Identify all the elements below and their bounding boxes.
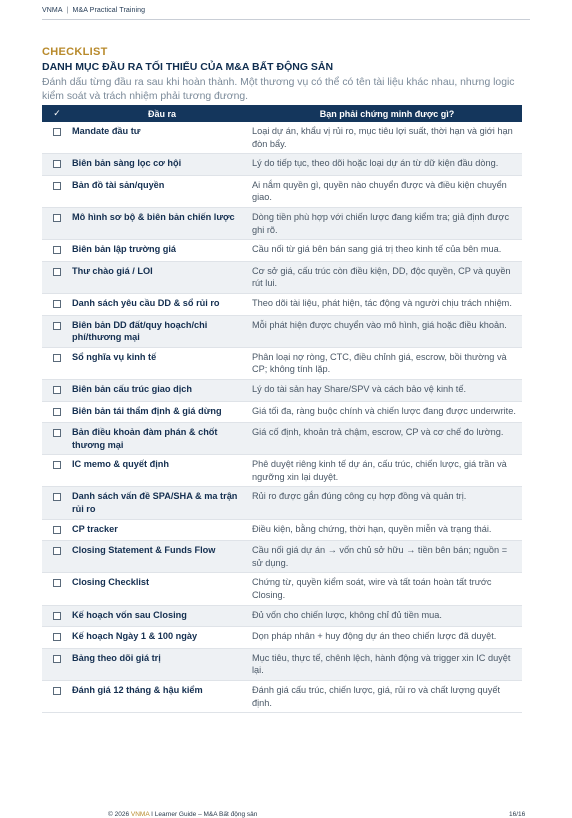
table-row (42, 541, 522, 573)
checkbox-cell (42, 347, 72, 379)
output-cell: Biên bản DD đất/quy hoạch/chi phí/thương mại (72, 315, 252, 347)
footer-credit (108, 811, 257, 818)
checkbox[interactable] (53, 128, 61, 136)
page-title: DANH MỤC ĐẦU RA TỐI THIỂU CỦA M&A BẤT ĐỘNG SẢN (42, 61, 334, 73)
table-row (42, 240, 522, 262)
checkbox-cell (42, 681, 72, 713)
checkbox[interactable] (53, 526, 61, 534)
checkbox-cell (42, 175, 72, 207)
checkbox[interactable] (53, 612, 61, 620)
running-header (42, 7, 530, 20)
proof-cell: Phân loại nợ ròng, CTC, điều chỉnh giá, escrow, bồi thường và CP; không tính lặp. (252, 347, 522, 379)
checkbox-cell (42, 519, 72, 541)
table-row (42, 261, 522, 293)
checkbox[interactable] (53, 461, 61, 469)
checkbox[interactable] (53, 633, 61, 641)
output-cell: Danh sách yêu cầu DD & sổ rủi ro (72, 293, 252, 315)
checkbox[interactable] (53, 182, 61, 190)
checkbox[interactable] (53, 687, 61, 695)
header-course: M&A Practical Training (72, 7, 146, 14)
checkbox-cell (42, 207, 72, 239)
proof-cell: Ai nắm quyền gì, quyền nào chuyển được và điều kiện chuyển giao. (252, 175, 522, 207)
table-row (42, 154, 522, 176)
table-row (42, 401, 522, 423)
page-number: 16/16 (509, 811, 526, 818)
table-row (42, 605, 522, 627)
proof-cell: Giá cố định, khoản trả chậm, escrow, CP và cơ chế đo lường. (252, 423, 522, 455)
header-org: VNMA (42, 7, 63, 14)
proof-cell: Loại dự án, khẩu vị rủi ro, mục tiêu lợi suất, thời hạn và giới hạn đòn bẩy. (252, 122, 522, 154)
proof-column-header: Bạn phải chứng minh được gì? (252, 105, 522, 122)
output-cell: Bản đồ tài sản/quyền (72, 175, 252, 207)
checkbox[interactable] (53, 579, 61, 587)
proof-cell: Chứng từ, quyền kiểm soát, wire và tất toán hoàn tất trước Closing. (252, 573, 522, 605)
table-row (42, 379, 522, 401)
checkbox-cell (42, 648, 72, 680)
table-row (42, 293, 522, 315)
checkbox[interactable] (53, 214, 61, 222)
output-cell: Danh sách vấn đề SPA/SHA & ma trận rủi ro (72, 487, 252, 519)
proof-cell: Cơ sở giá, cấu trúc còn điều kiện, DD, độc quyền, CP và quyền rút lui. (252, 261, 522, 293)
table-row (42, 681, 522, 713)
proof-cell: Cầu nối giá dự án → vốn chủ sở hữu → tiền bên bán; nguồn = sử dụng. (252, 541, 522, 573)
output-cell: Thư chào giá / LOI (72, 261, 252, 293)
proof-cell: Theo dõi tài liệu, phát hiện, tác động và người chịu trách nhiệm. (252, 293, 522, 315)
footer-copyright: © 2026 (108, 811, 130, 818)
checkbox[interactable] (53, 354, 61, 362)
output-cell: Mô hình sơ bộ & biên bản chiến lược (72, 207, 252, 239)
table-row (42, 315, 522, 347)
proof-cell: Cầu nối từ giá bên bán sang giá trị theo kinh tế của bên mua. (252, 240, 522, 262)
proof-cell: Đủ vốn cho chiến lược, không chỉ đủ tiền mua. (252, 605, 522, 627)
checkbox[interactable] (53, 547, 61, 555)
footer-brand: VNMA (130, 811, 150, 818)
output-cell: Kế hoạch Ngày 1 & 100 ngày (72, 627, 252, 649)
checkbox[interactable] (53, 300, 61, 308)
proof-cell: Phê duyệt riêng kinh tế dự án, cấu trúc, chiến lược, giá trần và ngưỡng xin lại duyệt. (252, 455, 522, 487)
checkbox[interactable] (53, 268, 61, 276)
checkbox-cell (42, 154, 72, 176)
output-cell: Biên bản sàng lọc cơ hội (72, 154, 252, 176)
output-cell: Sổ nghĩa vụ kinh tế (72, 347, 252, 379)
checkbox-cell (42, 401, 72, 423)
checkbox-cell (42, 293, 72, 315)
table-row (42, 347, 522, 379)
proof-cell: Mỗi phát hiện được chuyển vào mô hình, giá hoặc điều khoản. (252, 315, 522, 347)
output-cell: Bảng theo dõi giá trị (72, 648, 252, 680)
checkbox-cell (42, 122, 72, 154)
table-row (42, 423, 522, 455)
proof-cell: Dòng tiền phù hợp với chiến lược đang kiểm tra; giả định được ghi rõ. (252, 207, 522, 239)
checkbox[interactable] (53, 386, 61, 394)
output-cell: Biên bản tái thẩm định & giá dừng (72, 401, 252, 423)
checkbox-cell (42, 455, 72, 487)
checkbox[interactable] (53, 429, 61, 437)
proof-cell: Lý do tiếp tục, theo dõi hoặc loại dự án từ dữ kiện đầu dòng. (252, 154, 522, 176)
table-row (42, 648, 522, 680)
checkbox[interactable] (53, 246, 61, 254)
checkbox-cell (42, 605, 72, 627)
checkbox[interactable] (53, 322, 61, 330)
checkbox-cell (42, 627, 72, 649)
checkbox-cell (42, 240, 72, 262)
output-cell: Biên bản lập trường giá (72, 240, 252, 262)
output-column-header: Đầu ra (72, 105, 252, 122)
output-cell: Closing Statement & Funds Flow (72, 541, 252, 573)
checklist-table (42, 105, 522, 713)
footer-guide: I Learner Guide – M&A Bất động sản (151, 811, 258, 818)
output-cell: Kế hoạch vốn sau Closing (72, 605, 252, 627)
proof-cell: Lý do tài sản hay Share/SPV và cách bảo vệ kinh tế. (252, 379, 522, 401)
table-row (42, 122, 522, 154)
checklist-rows (42, 122, 522, 713)
checkbox-cell (42, 379, 72, 401)
checkbox-cell (42, 487, 72, 519)
checkbox-cell (42, 573, 72, 605)
checkbox[interactable] (53, 408, 61, 416)
table-row (42, 455, 522, 487)
proof-cell: Dọn pháp nhân + huy động dự án theo chiến lược đã duyệt. (252, 627, 522, 649)
table-row (42, 175, 522, 207)
proof-cell: Mục tiêu, thực tế, chênh lệch, hành động và trigger xin IC duyệt lại. (252, 648, 522, 680)
proof-cell: Rủi ro được gắn đúng công cụ hợp đồng và quản trị. (252, 487, 522, 519)
table-row (42, 207, 522, 239)
output-cell: Biên bản cấu trúc giao dịch (72, 379, 252, 401)
checkbox-cell (42, 261, 72, 293)
table-header-row (42, 105, 522, 122)
table-row (42, 487, 522, 519)
output-cell: IC memo & quyết định (72, 455, 252, 487)
checkbox[interactable] (53, 493, 61, 501)
section-kicker: CHECKLIST (42, 46, 108, 58)
intro-text: Đánh dấu từng đầu ra sau khi hoàn thành. Một thương vụ có thể có tên tài liệu khác nhau, nhưng logic kiểm soát và trách nhiệm phải tương đương. (42, 77, 515, 102)
output-cell: Bản điều khoản đàm phán & chốt thương mại (72, 423, 252, 455)
checkbox[interactable] (53, 655, 61, 663)
checkbox-cell (42, 315, 72, 347)
table-row (42, 627, 522, 649)
output-cell: Đánh giá 12 tháng & hậu kiểm (72, 681, 252, 713)
output-cell: Mandate đầu tư (72, 122, 252, 154)
output-cell: Closing Checklist (72, 573, 252, 605)
proof-cell: Đánh giá cấu trúc, chiến lược, giá, rủi ro và chất lượng quyết định. (252, 681, 522, 713)
table-row (42, 519, 522, 541)
check-column-header: ✓ (42, 105, 72, 122)
checkbox-cell (42, 423, 72, 455)
output-cell: CP tracker (72, 519, 252, 541)
header-separator: | (66, 7, 69, 14)
checkbox-cell (42, 541, 72, 573)
checkbox[interactable] (53, 160, 61, 168)
table-row (42, 573, 522, 605)
proof-cell: Giá tối đa, ràng buộc chính và chiến lược đang được underwrite. (252, 401, 522, 423)
proof-cell: Điều kiện, bằng chứng, thời hạn, quyền miễn và trạng thái. (252, 519, 522, 541)
